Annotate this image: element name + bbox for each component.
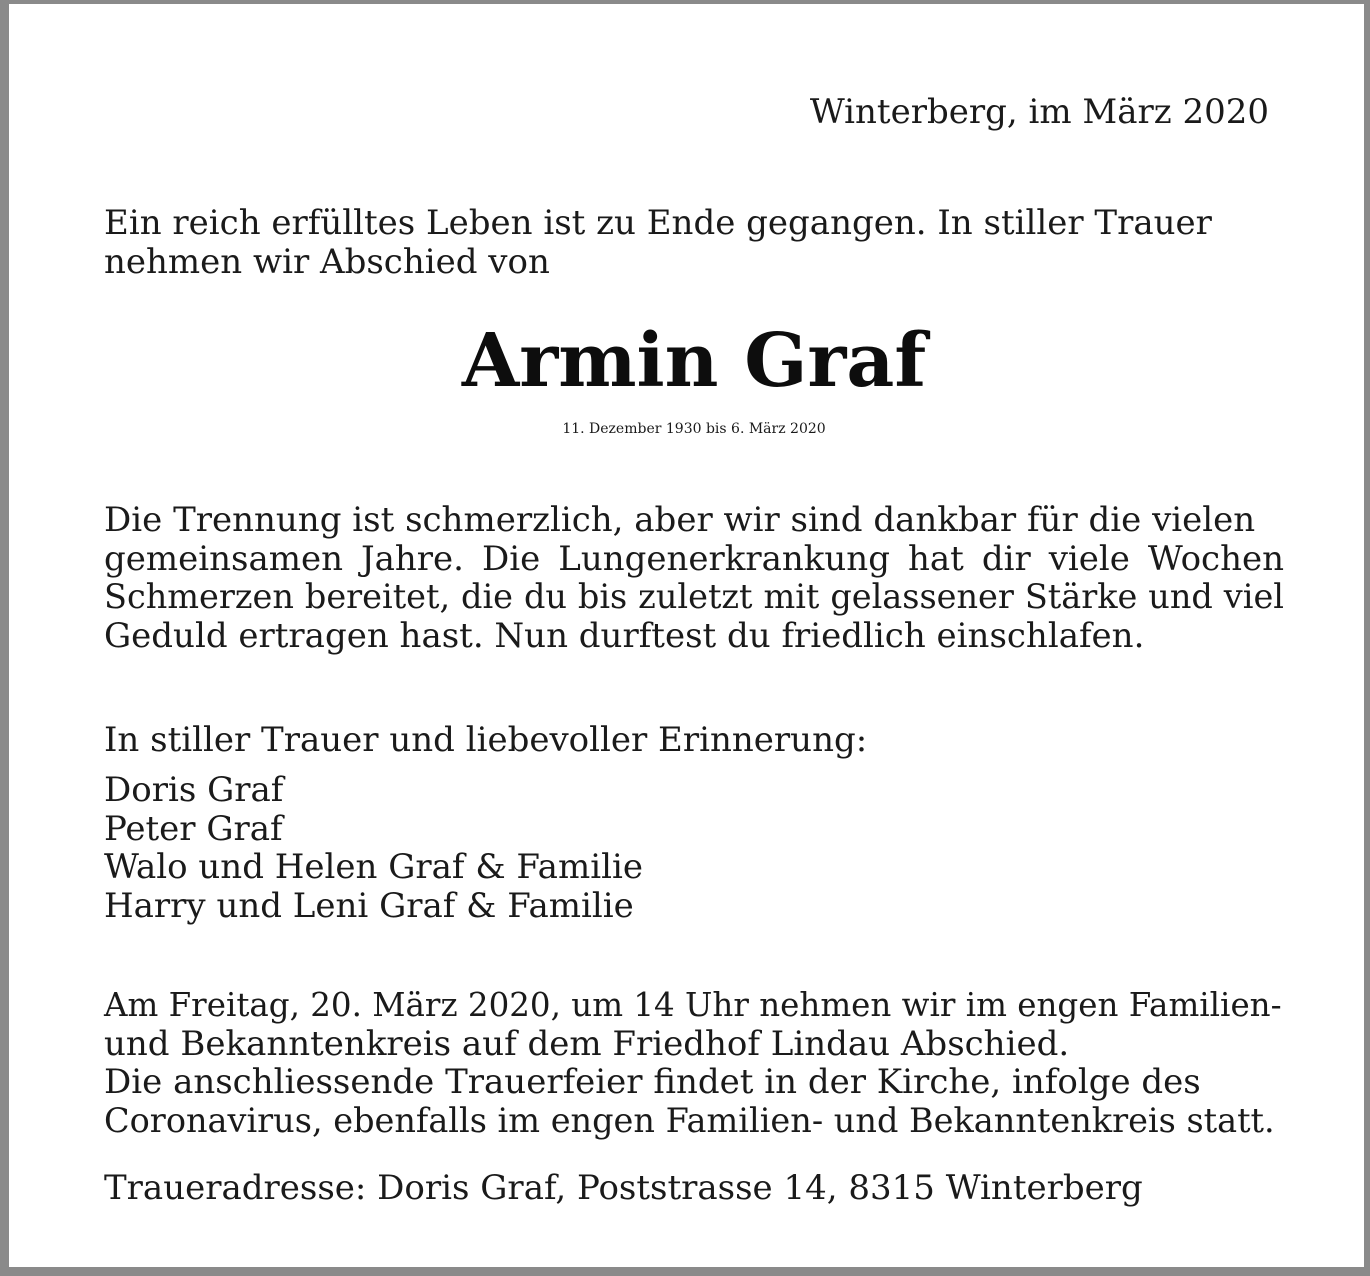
mourners-list — [104, 771, 1284, 925]
mourner-name: Walo und Helen Graf & Familie — [104, 847, 643, 887]
funeral-info — [104, 986, 1284, 1140]
mourner-name: Doris Graf — [104, 770, 284, 810]
intro-text — [104, 204, 1284, 282]
intro-line: Ein reich erfülltes Leben ist zu Ende gegangen. In stiller Trauer — [104, 203, 1212, 243]
funeral-line: Am Freitag, 20. März 2020, um 14 Uhr nehmen wir im engen Familien- — [104, 986, 1282, 1024]
condolence-message — [104, 501, 1284, 655]
funeral-line: und Bekanntenkreis auf dem Friedhof Lindau Abschied. — [104, 1023, 1070, 1064]
funeral-line: Coronavirus, ebenfalls im engen Familien- und Bekanntenkreis statt. — [104, 1100, 1275, 1140]
message-line: Geduld ertragen hast. Nun durftest du friedlich einschlafen. — [104, 615, 1145, 656]
message-line: Die Trennung ist schmerzlich, aber wir sind dankbar für die vielen — [104, 500, 1256, 540]
mourners-heading: In stiller Trauer und liebevoller Erinnerung: — [104, 720, 868, 760]
intro-line: nehmen wir Abschied von — [104, 242, 550, 282]
message-line: Schmerzen bereitet, die du bis zuletzt mit gelassener Stärke und viel — [104, 577, 1284, 616]
mourner-name: Harry und Leni Graf & Familie — [104, 885, 634, 926]
deceased-name: Armin Graf — [461, 318, 927, 404]
life-dates: 11. Dezember 1930 bis 6. März 2020 — [562, 421, 826, 437]
mourner-name: Peter Graf — [104, 808, 283, 849]
mourning-address: Traueradresse: Doris Graf, Poststrasse 14, 8315 Winterberg — [104, 1168, 1143, 1208]
message-line: gemeinsamen Jahre. Die Lungenerkrankung hat dir viele Wochen — [104, 538, 1284, 579]
funeral-line: Die anschliessende Trauerfeier findet in der Kirche, infolge des — [104, 1062, 1201, 1102]
place-date: Winterberg, im März 2020 — [809, 92, 1269, 132]
